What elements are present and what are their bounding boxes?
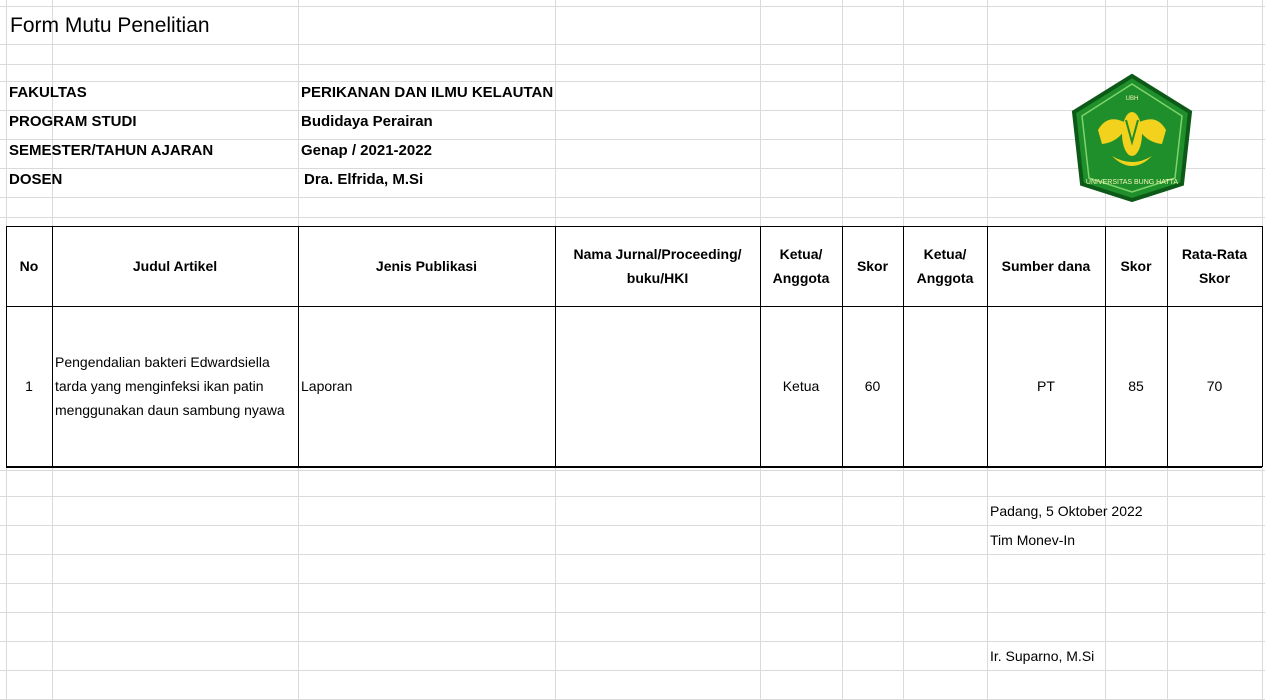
header-role-2-line2: Anggota [916,270,974,286]
cell-score-1: 60 [864,378,881,394]
header-role-2-line1: Ketua/ [923,246,967,262]
header-average-line1: Rata-Rata [1181,246,1248,262]
cell-journal [555,306,760,466]
logo-lettering: UNIVERSITAS BUNG HATTA [1085,179,1179,186]
header-no: No [19,258,39,274]
cell-role-1: Ketua [782,378,820,394]
faculty-label: FAKULTAS [9,84,87,101]
semester-label: SEMESTER/TAHUN AJARAN [9,142,214,159]
header-score-2: Skor [1120,258,1152,274]
signature-place-date: Padang, 5 Oktober 2022 [990,503,1143,519]
semester-value: Genap / 2021-2022 [301,142,432,159]
form-title: Form Mutu Penelitian [10,14,210,37]
header-type: Jenis Publikasi [375,258,478,274]
signature-team: Tim Monev-In [990,532,1076,548]
header-role-1-line2: Anggota [772,270,830,286]
logo-top-lettering: UBH [1125,96,1139,102]
lecturer-value: Dra. Elfrida, M.Si [304,171,424,188]
signature-name: Ir. Suparno, M.Si [990,648,1095,664]
header-average-line2: Skor [1198,270,1231,286]
program-value: Budidaya Perairan [301,113,433,130]
header-journal-line2: buku/HKI [626,270,689,286]
header-role-2 [903,226,987,306]
header-title: Judul Artikel [132,258,218,274]
cell-score-2: 85 [1128,378,1144,394]
header-average [1167,226,1262,306]
cell-average: 70 [1206,378,1223,394]
cell-no: 1 [25,378,33,394]
cell-role-2 [903,306,987,466]
header-journal-line1: Nama Jurnal/Proceeding/ [573,246,742,262]
cell-type: Laporan [301,378,353,394]
header-journal [555,226,760,306]
cell-title: Pengendalian bakteri Edwardsiella tarda yang menginfeksi ikan patin menggunakan daun sambung nyawa [55,354,285,418]
lecturer-label: DOSEN [9,171,63,188]
header-score-1: Skor [856,258,889,274]
university-logo [1068,72,1196,202]
cell-funding: PT [1037,378,1055,394]
header-role-1-line1: Ketua/ [779,246,823,262]
header-funding: Sumber dana [1001,258,1091,274]
program-label: PROGRAM STUDI [9,113,137,130]
header-role-1 [760,226,842,306]
faculty-value: PERIKANAN DAN ILMU KELAUTAN [301,84,554,101]
